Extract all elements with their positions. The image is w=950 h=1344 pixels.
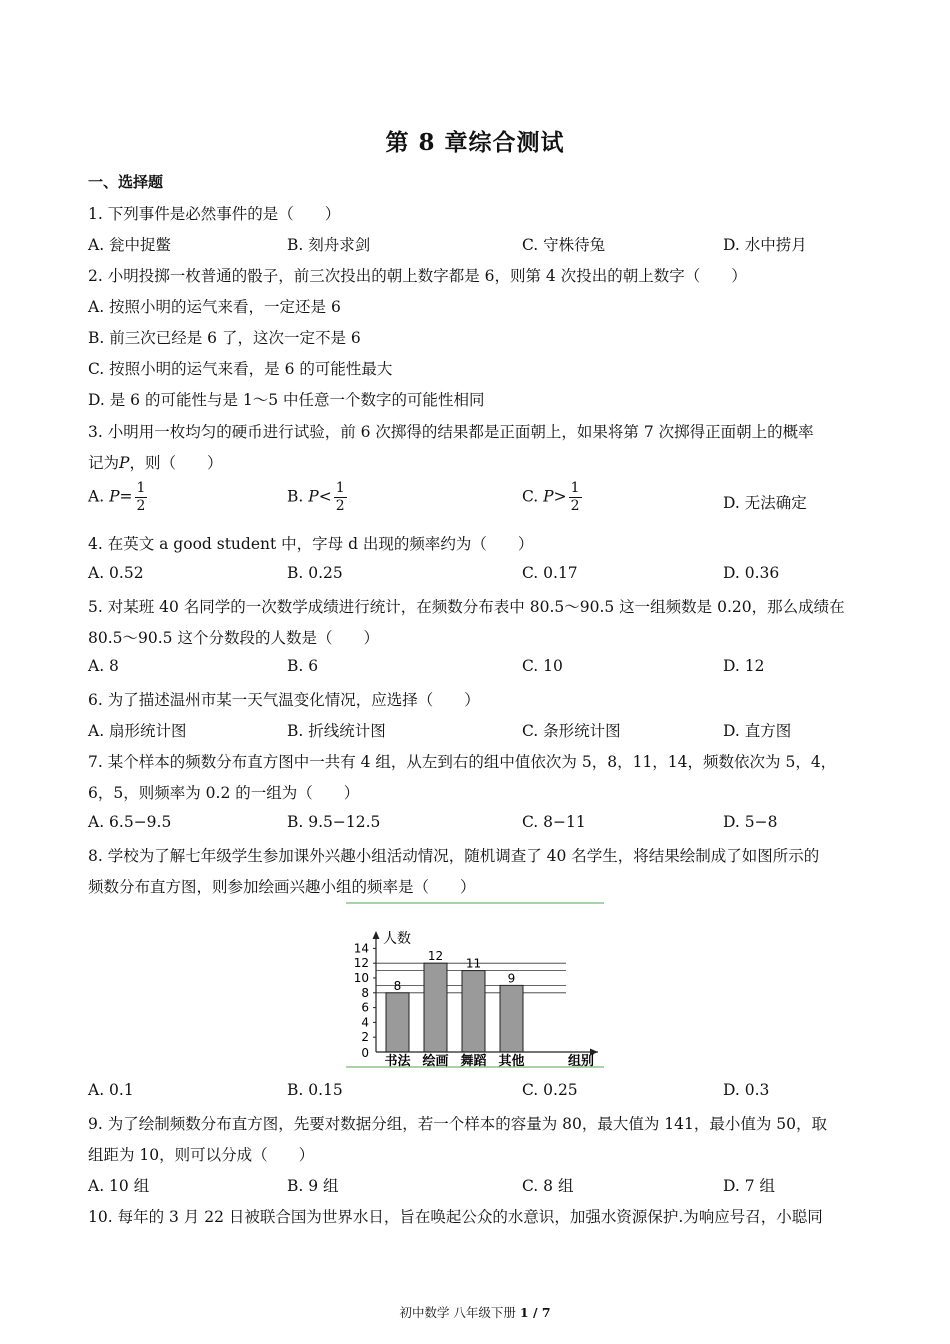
histogram-svg (346, 902, 604, 1068)
category-label: 书法 (384, 1054, 411, 1068)
section-heading: 一、选择题 (88, 173, 164, 191)
question-10-text: 10. 每年的 3 月 22 日被联合国为世界水日，旨在唤起公众的水意识，加强水资源保护.为响应号召，小聪同 (88, 1208, 823, 1226)
q4-option-c: C. 0.17 (522, 564, 578, 582)
category-label: 绘画 (422, 1054, 449, 1068)
q6-option-c: C. 条形统计图 (522, 722, 621, 740)
y-tick-label: 6 (361, 1000, 369, 1015)
q2-option-c: C. 按照小明的运气来看，是 6 的可能性最大 (88, 360, 393, 378)
q4-option-b: B. 0.25 (287, 564, 343, 582)
y-tick-label: 0 (361, 1046, 369, 1060)
page-number: 1 / 7 (519, 1305, 551, 1320)
q7-option-c: C. 8−11 (522, 813, 586, 831)
question-9-text: 9. 为了绘制频数分布直方图，先要对数据分组，若一个样本的容量为 80，最大值为 141，最小值为 50，取 (88, 1115, 828, 1133)
q9-option-a: A. 10 组 (88, 1177, 150, 1195)
bar (386, 993, 409, 1052)
question-8-text-cont: 频数分布直方图，则参加绘画兴趣小组的频率是（ ） (88, 878, 476, 896)
q1-option-b: B. 刻舟求剑 (287, 236, 371, 254)
histogram-chart (346, 902, 604, 1068)
q2-option-b: B. 前三次已经是 6 了，这次一定不是 6 (88, 329, 361, 347)
y-tick-label: 10 (353, 971, 369, 985)
y-axis-label: 人数 (383, 931, 411, 947)
q2-option-d: D. 是 6 的可能性与是 1～5 中任意一个数字的可能性相同 (88, 391, 485, 409)
q1-option-a: A. 瓮中捉鳖 (88, 236, 172, 254)
q2-option-a: A. 按照小明的运气来看，一定还是 6 (88, 298, 341, 316)
question-6-text: 6. 为了描述温州市某一天气温变化情况，应选择（ ） (88, 691, 480, 709)
q3-option-c: C. P> $\frac{1}{2}$ (522, 480, 580, 514)
bar-value-label: 8 (393, 978, 402, 993)
category-label: 舞蹈 (460, 1054, 487, 1068)
x-axis-label: 组别 (568, 1054, 595, 1068)
question-5-text: 5. 对某班 40 名同学的一次数学成绩进行统计，在频数分布表中 80.5～90.5 这一组频数是 0.20，那么成绩在 (88, 598, 845, 616)
q9-option-c: C. 8 组 (522, 1177, 574, 1195)
question-3-text: 3. 小明用一枚均匀的硬币进行试验，前 6 次掷得的结果都是正面朝上，如果将第 7 次掷得正面朝上的概率 (88, 423, 814, 441)
question-5-text-cont: 80.5～90.5 这个分数段的人数是（ ） (88, 629, 379, 647)
question-9-text-cont: 组距为 10，则可以分成（ ） (88, 1146, 315, 1164)
q8-option-a: A. 0.1 (88, 1081, 134, 1099)
q3-option-b: B. P< $\frac{1}{2}$ (287, 480, 345, 514)
y-tick-label: 14 (353, 941, 369, 956)
q9-option-b: B. 9 组 (287, 1177, 339, 1195)
page-title: 第 8 章综合测试 (385, 129, 565, 156)
bar (500, 985, 523, 1052)
bar (424, 963, 447, 1052)
q7-option-b: B. 9.5−12.5 (287, 813, 381, 831)
question-2-text: 2. 小明投掷一枚普通的骰子，前三次投出的朝上数字都是 6，则第 4 次投出的朝上数字（ ） (88, 267, 747, 285)
q5-option-a: A. 8 (88, 657, 119, 675)
q5-option-b: B. 6 (287, 657, 319, 675)
category-label: 其他 (498, 1054, 525, 1068)
q8-option-d: D. 0.3 (723, 1081, 770, 1099)
footer-text: 初中数学 八年级下册 (399, 1305, 520, 1320)
q8-option-c: C. 0.25 (522, 1081, 578, 1099)
question-1-text: 1. 下列事件是必然事件的是（ ） (88, 205, 341, 223)
y-tick-label: 2 (361, 1030, 369, 1045)
q8-option-b: B. 0.15 (287, 1081, 343, 1099)
q9-option-d: D. 7 组 (723, 1177, 776, 1195)
question-8-text: 8. 学校为了解七年级学生参加课外兴趣小组活动情况，随机调查了 40 名学生，将结果绘制成了如图所示的 (88, 847, 820, 865)
q3-option-a: A. P= $\frac{1}{2}$ (88, 480, 146, 514)
q6-option-b: B. 折线统计图 (287, 722, 386, 740)
q6-option-d: D. 直方图 (723, 722, 792, 740)
bar (462, 971, 485, 1052)
page-footer (0, 1303, 950, 1321)
question-4-text: 4. 在英文 a good student 中，字母 d 出现的频率约为（ ） (88, 535, 534, 553)
q1-option-d: D. 水中捞月 (723, 236, 807, 254)
q7-option-a: A. 6.5−9.5 (88, 813, 172, 831)
question-7-text: 7. 某个样本的频数分布直方图中一共有 4 组，从左到右的组中值依次为 5，8，11，14，频数依次为 5，4， (88, 753, 837, 771)
q3-option-d: D. 无法确定 (723, 494, 807, 512)
q5-option-c: C. 10 (522, 657, 563, 675)
question-7-text-cont: 6，5，则频率为 0.2 的一组为（ ） (88, 784, 360, 802)
bar-value-label: 9 (507, 971, 516, 986)
q4-option-d: D. 0.36 (723, 564, 780, 582)
q5-option-d: D. 12 (723, 657, 765, 675)
y-axis-arrow (373, 931, 380, 939)
y-tick-label: 12 (353, 956, 369, 971)
q1-option-c: C. 守株待兔 (522, 236, 606, 254)
question-3-text-cont: 记为P，则（ ） (88, 454, 223, 472)
q7-option-d: D. 5−8 (723, 813, 778, 831)
bar-value-label: 11 (465, 956, 482, 971)
bar-value-label: 12 (427, 949, 444, 964)
q6-option-a: A. 扇形统计图 (88, 722, 187, 740)
y-tick-label: 4 (361, 1015, 369, 1030)
y-tick-label: 8 (361, 985, 369, 1000)
q4-option-a: A. 0.52 (88, 564, 144, 582)
